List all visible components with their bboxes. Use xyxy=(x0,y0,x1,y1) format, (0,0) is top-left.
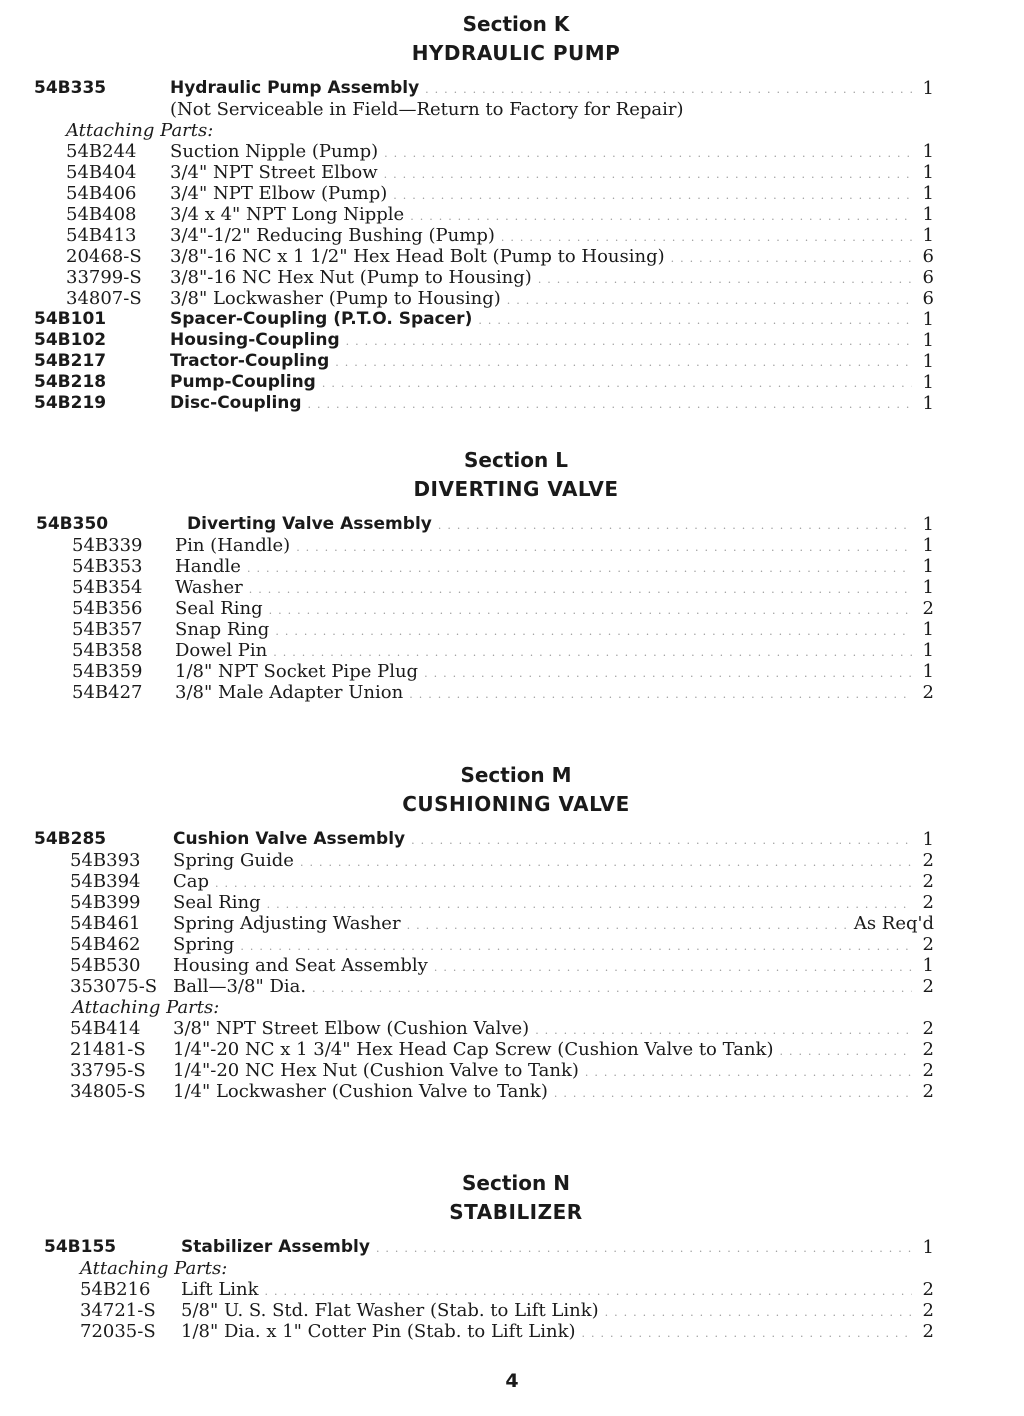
section-n xyxy=(0,1169,1024,1342)
service-note xyxy=(0,99,1024,120)
part-description: Washer xyxy=(175,577,243,598)
part-row xyxy=(0,976,1024,997)
dot-leader xyxy=(265,1280,912,1301)
part-number: 54B102 xyxy=(34,330,107,350)
page-number: 4 xyxy=(505,1370,519,1392)
part-description: 3/8"-16 NC x 1 1/2" Hex Head Bolt (Pump to Housing) xyxy=(170,246,665,267)
part-description: 3/8"-16 NC Hex Nut (Pump to Housing) xyxy=(170,267,532,288)
part-number: 54B358 xyxy=(72,640,143,661)
quantity: As Req'd xyxy=(853,913,934,934)
part-number: 54B530 xyxy=(70,955,141,976)
dot-leader xyxy=(275,620,912,641)
part-number: 54B399 xyxy=(70,892,141,913)
section-m xyxy=(0,761,1024,1102)
part-number: 54B217 xyxy=(34,351,107,371)
part-row xyxy=(0,204,1024,225)
quantity: 2 xyxy=(922,1039,934,1060)
part-row xyxy=(0,1321,1024,1342)
dot-leader xyxy=(384,142,912,163)
dot-leader xyxy=(240,935,912,956)
part-description: Pin (Handle) xyxy=(175,535,291,556)
section-l xyxy=(0,446,1024,703)
quantity: 6 xyxy=(922,288,934,309)
quantity: 2 xyxy=(922,1018,934,1039)
dot-leader xyxy=(296,536,912,557)
part-row xyxy=(0,1018,1024,1039)
part-description: Spacer-Coupling (P.T.O. Spacer) xyxy=(170,309,473,329)
part-row xyxy=(0,267,1024,288)
section-heading: Section L xyxy=(464,448,568,472)
dot-leader xyxy=(582,1322,912,1343)
quantity: 2 xyxy=(922,871,934,892)
quantity: 1 xyxy=(922,1237,934,1258)
part-number: 54B414 xyxy=(70,1018,141,1039)
dot-leader xyxy=(779,1040,912,1061)
quantity: 1 xyxy=(922,514,934,535)
part-row xyxy=(0,1300,1024,1321)
part-row xyxy=(0,372,1024,393)
part-number: 54B353 xyxy=(72,556,143,577)
quantity: 2 xyxy=(922,934,934,955)
part-description: 3/8" Lockwasher (Pump to Housing) xyxy=(170,288,501,309)
dot-leader xyxy=(478,309,912,330)
dot-leader xyxy=(300,851,912,872)
quantity: 2 xyxy=(922,892,934,913)
section-heading: Section N xyxy=(462,1171,570,1195)
part-row xyxy=(0,934,1024,955)
part-number: 54B155 xyxy=(44,1237,117,1257)
part-description: Handle xyxy=(175,556,241,577)
part-row xyxy=(0,640,1024,661)
dot-leader xyxy=(273,641,912,662)
part-number: 34721-S xyxy=(80,1300,156,1321)
attaching-parts-label xyxy=(0,997,1024,1018)
dot-leader xyxy=(425,78,912,99)
quantity: 2 xyxy=(922,1279,934,1300)
part-description: Disc-Coupling xyxy=(170,393,302,413)
part-number: 21481-S xyxy=(70,1039,146,1060)
part-description: (Not Serviceable in Field—Return to Factory for Repair) xyxy=(170,99,684,120)
dot-leader xyxy=(215,872,912,893)
quantity: 2 xyxy=(922,1321,934,1342)
attaching-parts-label xyxy=(0,120,1024,141)
quantity: 1 xyxy=(922,78,934,99)
quantity: 1 xyxy=(922,393,934,414)
part-description: Spring Guide xyxy=(173,850,294,871)
quantity: 6 xyxy=(922,246,934,267)
part-row xyxy=(0,913,1024,934)
part-number: 54B356 xyxy=(72,598,143,619)
part-number: 54B219 xyxy=(34,393,107,413)
part-description: Attaching Parts: xyxy=(80,1258,228,1279)
part-description: Seal Ring xyxy=(175,598,263,619)
part-description: Cap xyxy=(173,871,210,892)
part-number: 54B461 xyxy=(70,913,141,934)
part-row xyxy=(0,288,1024,309)
part-number: 54B408 xyxy=(66,204,137,225)
part-description: Ball—3/8" Dia. xyxy=(173,976,307,997)
part-description: 3/8" NPT Street Elbow (Cushion Valve) xyxy=(173,1018,530,1039)
quantity: 2 xyxy=(922,1081,934,1102)
part-description: Lift Link xyxy=(181,1279,259,1300)
part-row xyxy=(0,351,1024,372)
dot-leader xyxy=(554,1082,912,1103)
part-number: 34807-S xyxy=(66,288,142,309)
section-title: STABILIZER xyxy=(449,1200,583,1224)
part-number: 54B101 xyxy=(34,309,107,329)
dot-leader xyxy=(407,914,849,935)
part-number: 353075-S xyxy=(70,976,158,997)
part-description: Hydraulic Pump Assembly xyxy=(170,78,420,98)
part-description: Cushion Valve Assembly xyxy=(173,829,406,849)
dot-leader xyxy=(585,1061,912,1082)
part-row xyxy=(0,955,1024,976)
dot-leader xyxy=(393,184,912,205)
part-description: 5/8" U. S. Std. Flat Washer (Stab. to Lift Link) xyxy=(181,1300,599,1321)
dot-leader xyxy=(409,683,912,704)
quantity: 1 xyxy=(922,204,934,225)
part-description: 3/4 x 4" NPT Long Nipple xyxy=(170,204,405,225)
part-description: 1/4" Lockwasher (Cushion Valve to Tank) xyxy=(173,1081,548,1102)
part-row xyxy=(0,1237,1024,1258)
part-number: 20468-S xyxy=(66,246,142,267)
parts-list xyxy=(0,78,1024,414)
part-description: Housing-Coupling xyxy=(170,330,340,350)
part-number: 54B394 xyxy=(70,871,141,892)
quantity: 1 xyxy=(922,225,934,246)
part-description: 1/4"-20 NC x 1 3/4" Hex Head Cap Screw (Cushion Valve to Tank) xyxy=(173,1039,774,1060)
part-description: 3/4" NPT Street Elbow xyxy=(170,162,378,183)
dot-leader xyxy=(384,163,912,184)
part-number: 54B427 xyxy=(72,682,143,703)
part-row xyxy=(0,162,1024,183)
part-description: 1/8" Dia. x 1" Cotter Pin (Stab. to Lift Link) xyxy=(181,1321,576,1342)
part-row xyxy=(0,514,1024,535)
section-title: HYDRAULIC PUMP xyxy=(411,41,621,65)
part-row xyxy=(0,1081,1024,1102)
quantity: 1 xyxy=(922,556,934,577)
quantity: 1 xyxy=(922,372,934,393)
parts-list xyxy=(0,514,1024,703)
quantity: 1 xyxy=(922,577,934,598)
part-row xyxy=(0,829,1024,850)
quantity: 1 xyxy=(922,535,934,556)
dot-leader xyxy=(267,893,912,914)
part-description: 3/4" NPT Elbow (Pump) xyxy=(170,183,388,204)
section-k xyxy=(0,10,1024,414)
dot-leader xyxy=(424,662,912,683)
part-row xyxy=(0,556,1024,577)
part-description: Diverting Valve Assembly xyxy=(187,514,432,534)
dot-leader xyxy=(507,289,912,310)
quantity: 6 xyxy=(922,267,934,288)
part-number: 33799-S xyxy=(66,267,142,288)
part-number: 54B218 xyxy=(34,372,107,392)
part-row xyxy=(0,535,1024,556)
quantity: 1 xyxy=(922,640,934,661)
dot-leader xyxy=(538,268,912,289)
part-description: Spring Adjusting Washer xyxy=(173,913,401,934)
part-row xyxy=(0,393,1024,414)
part-description: Seal Ring xyxy=(173,892,261,913)
quantity: 1 xyxy=(922,183,934,204)
part-number: 54B285 xyxy=(34,829,107,849)
dot-leader xyxy=(346,330,912,351)
dot-leader xyxy=(376,1237,912,1258)
dot-leader xyxy=(438,514,912,535)
part-row xyxy=(0,850,1024,871)
part-description: Pump-Coupling xyxy=(170,372,316,392)
quantity: 1 xyxy=(922,351,934,372)
quantity: 2 xyxy=(922,850,934,871)
quantity: 1 xyxy=(922,955,934,976)
part-description: 3/8" Male Adapter Union xyxy=(175,682,404,703)
quantity: 1 xyxy=(922,661,934,682)
section-title: CUSHIONING VALVE xyxy=(402,792,630,816)
part-row xyxy=(0,330,1024,351)
part-description: Attaching Parts: xyxy=(66,120,214,141)
quantity: 1 xyxy=(922,141,934,162)
part-row xyxy=(0,682,1024,703)
part-description: Attaching Parts: xyxy=(72,997,220,1018)
part-row xyxy=(0,892,1024,913)
part-description: 3/4"-1/2" Reducing Bushing (Pump) xyxy=(170,225,495,246)
dot-leader xyxy=(605,1301,912,1322)
dot-leader xyxy=(249,578,912,599)
part-row xyxy=(0,78,1024,99)
part-description: 1/4"-20 NC Hex Nut (Cushion Valve to Tank) xyxy=(173,1060,579,1081)
part-row xyxy=(0,225,1024,246)
part-number: 72035-S xyxy=(80,1321,156,1342)
section-heading: Section M xyxy=(460,763,572,787)
part-number: 54B335 xyxy=(34,78,107,98)
part-description: Snap Ring xyxy=(175,619,270,640)
part-row xyxy=(0,619,1024,640)
dot-leader xyxy=(308,393,912,414)
quantity: 2 xyxy=(922,598,934,619)
part-row xyxy=(0,1039,1024,1060)
attaching-parts-label xyxy=(0,1258,1024,1279)
part-row xyxy=(0,871,1024,892)
part-row xyxy=(0,577,1024,598)
part-row xyxy=(0,1279,1024,1300)
part-number: 54B462 xyxy=(70,934,141,955)
dot-leader xyxy=(411,829,912,850)
dot-leader xyxy=(247,557,912,578)
part-row xyxy=(0,1060,1024,1081)
part-number: 54B359 xyxy=(72,661,143,682)
quantity: 2 xyxy=(922,682,934,703)
part-number: 54B216 xyxy=(80,1279,151,1300)
part-number: 54B357 xyxy=(72,619,143,640)
part-number: 54B404 xyxy=(66,162,137,183)
part-number: 54B354 xyxy=(72,577,143,598)
part-description: Housing and Seat Assembly xyxy=(173,955,428,976)
quantity: 2 xyxy=(922,1300,934,1321)
part-description: Stabilizer Assembly xyxy=(181,1237,370,1257)
part-number: 54B406 xyxy=(66,183,137,204)
parts-list xyxy=(0,829,1024,1102)
section-heading: Section K xyxy=(462,12,570,36)
part-description: Dowel Pin xyxy=(175,640,268,661)
part-row xyxy=(0,183,1024,204)
dot-leader xyxy=(410,205,912,226)
part-number: 54B339 xyxy=(72,535,143,556)
quantity: 1 xyxy=(922,330,934,351)
dot-leader xyxy=(322,372,912,393)
part-description: Tractor-Coupling xyxy=(170,351,330,371)
dot-leader xyxy=(269,599,912,620)
part-number: 54B350 xyxy=(36,514,109,534)
part-row xyxy=(0,141,1024,162)
dot-leader xyxy=(501,226,912,247)
dot-leader xyxy=(535,1019,912,1040)
dot-leader xyxy=(671,247,912,268)
part-number: 34805-S xyxy=(70,1081,146,1102)
section-title: DIVERTING VALVE xyxy=(413,477,619,501)
dot-leader xyxy=(335,351,912,372)
quantity: 2 xyxy=(922,1060,934,1081)
part-row xyxy=(0,598,1024,619)
quantity: 1 xyxy=(922,162,934,183)
quantity: 1 xyxy=(922,619,934,640)
dot-leader xyxy=(312,977,912,998)
part-row xyxy=(0,309,1024,330)
part-description: 1/8" NPT Socket Pipe Plug xyxy=(175,661,419,682)
part-number: 54B244 xyxy=(66,141,137,162)
part-number: 33795-S xyxy=(70,1060,146,1081)
part-row xyxy=(0,246,1024,267)
quantity: 2 xyxy=(922,976,934,997)
parts-list xyxy=(0,1237,1024,1342)
quantity: 1 xyxy=(922,829,934,850)
part-number: 54B413 xyxy=(66,225,137,246)
part-row xyxy=(0,661,1024,682)
part-number: 54B393 xyxy=(70,850,141,871)
dot-leader xyxy=(434,956,912,977)
part-description: Spring xyxy=(173,934,235,955)
quantity: 1 xyxy=(922,309,934,330)
part-description: Suction Nipple (Pump) xyxy=(170,141,379,162)
